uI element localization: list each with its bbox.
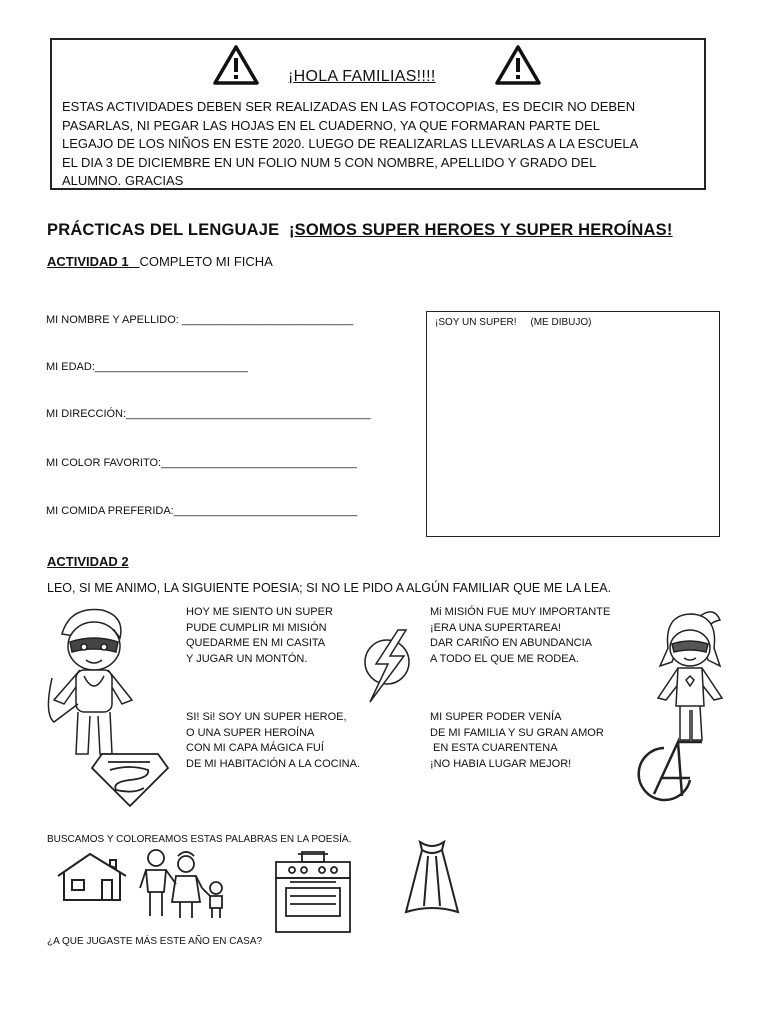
notice-title: ¡HOLA FAMILIAS!!!! [288,68,436,85]
poem-line: Y JUGAR UN MONTÓN. [186,652,308,665]
warning-icon [494,44,542,86]
avengers-logo-icon [634,740,706,804]
field-age[interactable]: MI EDAD:_________________________ [46,361,248,373]
poem-line: ¡NO HABIA LUGAR MEJOR! [430,757,572,770]
poem-line: DE MI FAMILIA Y SU GRAN AMOR [430,726,604,739]
section-title [47,221,673,240]
poem-line: CON MI CAPA MÁGICA FUÍ [186,742,324,754]
family-icon [136,848,232,920]
poem-stanza-4 [430,710,604,772]
activity2-label: ACTIVIDAD 2 [47,554,129,569]
house-icon [52,852,132,902]
notice-body [62,98,702,191]
poem-line: DAR CARIÑO EN ABUNDANCIA [430,637,592,649]
superhero-girl-icon [650,606,730,746]
poem-stanza-3 [186,710,360,772]
field-favorite-food[interactable]: MI COMIDA PREFERIDA:______________________________ [46,505,358,517]
field-address[interactable]: MI DIRECCIÓN:________________________________________ [46,408,371,420]
poem-line: O UNA SUPER HEROÍNA [186,726,315,739]
poem-line: QUEDARME EN MI CASITA [186,637,326,649]
poem-stanza-1 [186,605,333,667]
field-name[interactable]: MI NOMBRE Y APELLIDO: ____________________________ [46,314,354,326]
stove-icon [272,850,354,934]
self-portrait-box[interactable] [426,311,720,537]
poem-line: SI! Si! SOY UN SUPER HEROE, [186,711,347,723]
poem-line: DE MI HABITACIÓN A LA COCINA. [186,757,361,770]
poem-line: HOY ME SIENTO UN SUPER [186,606,333,618]
search-instruction: BUSCAMOS Y COLOREAMOS ESTAS PALABRAS EN LA POESÍA. [47,834,352,845]
notice-line: PASARLAS, NI PEGAR LAS HOJAS EN EL CUADERNO, YA QUE FORMARAN PARTE DEL [62,117,600,133]
self-portrait-label: ¡SOY UN SUPER! (ME DIBUJO) [435,317,592,328]
poem-stanza-2 [430,605,610,667]
activity1-heading [47,254,273,269]
field-favorite-color[interactable]: MI COLOR FAVORITO:________________________________ [46,457,357,469]
notice-line: LEGAJO DE LOS NIÑOS EN ESTE 2020. LUEGO DE REALIZARLAS LLEVARLAS A LA ESCUELA [62,136,639,151]
poem-line: PUDE CUMPLIR MI MISIÓN [186,621,327,634]
superhero-boy-icon [40,604,140,762]
notice-line: EL DIA 3 DE DICIEMBRE EN UN FOLIO NUM 5 CON NOMBRE, APELLIDO Y GRADO DEL [62,154,597,170]
poem-line: ¡ERA UNA SUPERTAREA! [430,621,562,634]
poem-line: Mi MISIÓN FUE MUY IMPORTANTE [430,606,611,618]
activity2-heading [47,554,129,569]
warning-icon [212,44,260,86]
section-subject: PRÁCTICAS DEL LENGUAJE [47,221,280,239]
activity1-label: ACTIVIDAD 1 [47,254,129,269]
activity2-instruction: LEO, SI ME ANIMO, LA SIGUIENTE POESIA; SI NO LE PIDO A ALGÚN FAMILIAR QUE ME LA LEA. [47,581,612,595]
section-heading: ¡SOMOS SUPER HEROES Y SUPER HEROÍNAS! [288,221,673,239]
poem-line: MI SUPER PODER VENÍA [430,711,562,723]
poem-line: A TODO EL QUE ME RODEA. [430,652,579,665]
notice-line: ESTAS ACTIVIDADES DEBEN SER REALIZADAS EN LAS FOTOCOPIAS, ES DECIR NO DEBEN [62,99,636,114]
lightning-bolt-icon [358,626,416,706]
question-text: ¿A QUE JUGASTE MÁS ESTE AÑO EN CASA? [47,936,263,947]
activity1-text: COMPLETO MI FICHA [139,254,273,269]
cape-icon [402,838,462,918]
superman-logo-icon [90,752,170,808]
poem-line: EN ESTA CUARENTENA [430,742,558,754]
notice-line: ALUMNO. GRACIAS [62,173,184,188]
